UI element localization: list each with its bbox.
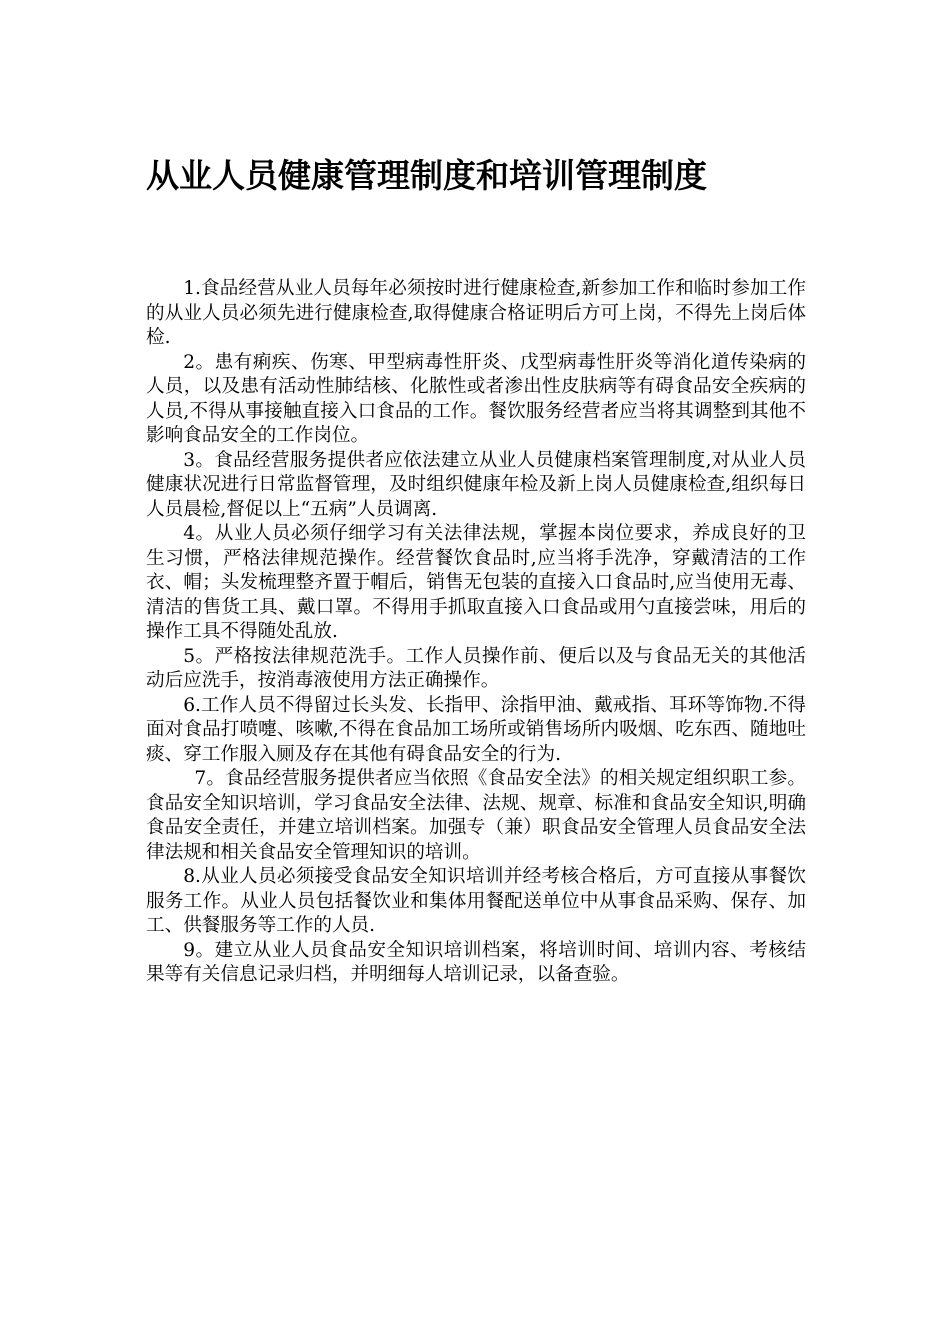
paragraph-1: 1.食品经营从业人员每年必须按时进行健康检查,新参加工作和临时参加工作的从业人员必须先进行健康检查,取得健康合格证明后方可上岗，不得先上岗后体检. (146, 278, 806, 348)
paragraph-3: 3。食品经营服务提供者应依法建立从业人员健康档案管理制度,对从业人员健康状况进行日常监督管理，及时组织健康年检及新上岗人员健康检查,组织每日人员晨检,督促以上“五病”人员调离. (146, 449, 806, 520)
paragraph-4: 4。从业人员必须仔细学习有关法律法规，掌握本岗位要求，养成良好的卫生习惯，严格法律规范操作。经营餐饮食品时,应当将手洗净，穿戴清洁的工作衣、帽；头发梳理整齐置于帽后，销售无包装的直接入口食品时,应当使用无毒、清洁的售货工具、戴口罩。不得用手抓取直接入口食品或用勺直接尝味，用后的操作工具不得随处乱放. (146, 523, 806, 642)
paragraph-7: 7。食品经营服务提供者应当依照《食品安全法》的相关规定组织职工参。食品安全知识培训，学习食品安全法律、法规、规章、标准和食品安全知识,明确食品安全责任，并建立培训档案。加强专（兼）职食品安全管理人员食品安全法律法规和相关食品安全管理知识的培训。 (146, 768, 806, 863)
document-title: 从业人员健康管理制度和培训管理制度 (146, 156, 707, 195)
paragraph-2: 2。患有痢疾、伤寒、甲型病毒性肝炎、戊型病毒性肝炎等消化道传染病的人员，以及患有活动性肺结核、化脓性或者渗出性皮肤病等有碍食品安全疾病的人员,不得从事接触直接入口食品的工作。餐饮服务经营者应当将其调整到其他不影响食品安全的工作岗位。 (146, 351, 806, 446)
paragraph-8: 8.从业人员必须接受食品安全知识培训并经考核合格后，方可直接从事餐饮服务工作。从业人员包括餐饮业和集体用餐配送单位中从事食品采购、保存、加工、供餐服务等工作的人员. (146, 866, 806, 936)
paragraph-5: 5。严格按法律规范洗手。工作人员操作前、便后以及与食品无关的其他活动后应洗手，按消毒液使用方法正确操作。 (146, 645, 806, 691)
paragraph-9: 9。建立从业人员食品安全知识培训档案，将培训时间、培训内容、考核结果等有关信息记录归档，并明细每人培训记录，以备查验。 (146, 939, 806, 985)
paragraph-6: 6.工作人员不得留过长头发、长指甲、涂指甲油、戴戒指、耳环等饰物.不得面对食品打喷嚏、咳嗽,不得在食品加工场所或销售场所内吸烟、吃东西、随地吐痰、穿工作服入厕及存在其他有碍食品安全的行为. (146, 694, 806, 765)
document-body (146, 277, 806, 988)
